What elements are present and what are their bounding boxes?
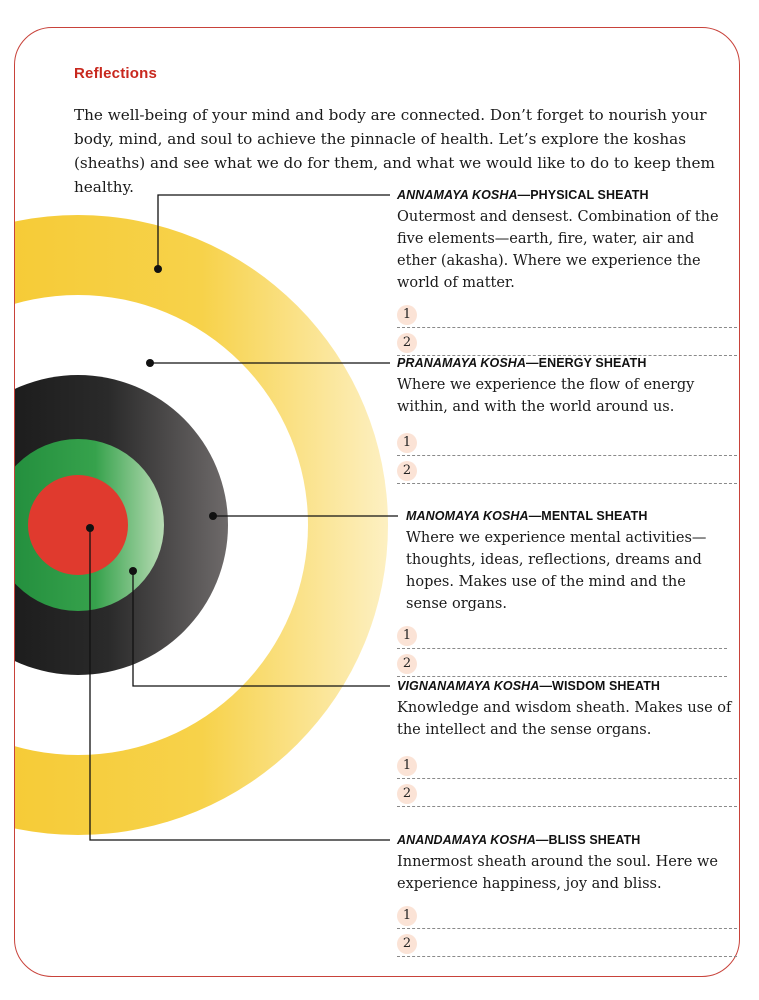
dashed-rule: [397, 483, 737, 484]
dot-vignanamaya: [129, 567, 137, 575]
kosha-sheath: —WISDOM SHEATH: [539, 679, 661, 693]
reflection-line-1[interactable]: [397, 621, 727, 649]
line-number-badge: 1: [397, 626, 417, 646]
intro-paragraph: The well-being of your mind and body are connected. Don’t forget to nourish your body, mind, and soul to achieve the pinnacle of health. Let’s explore the koshas (sheaths) and see what we do for them, and what we would like to do to keep them healthy.: [74, 106, 715, 196]
line-number-badge: 2: [397, 654, 417, 674]
reflection-line-1[interactable]: [397, 751, 737, 779]
kosha-title: [397, 187, 737, 203]
dot-annamaya: [154, 265, 162, 273]
reflection-line-2[interactable]: [397, 779, 737, 807]
kosha-title: [406, 508, 727, 524]
dashed-rule: [397, 676, 727, 677]
kosha-title: [397, 355, 737, 371]
reflection-line-2[interactable]: [397, 929, 737, 957]
kosha-description: Knowledge and wisdom sheath. Makes use of the intellect and the sense organs.: [397, 700, 732, 738]
kosha-sheath: —ENERGY SHEATH: [526, 356, 647, 370]
kosha-section-manomaya: [402, 508, 727, 677]
dashed-rule: [397, 806, 737, 807]
kosha-title: [397, 832, 737, 848]
kosha-sheath: —BLISS SHEATH: [535, 833, 641, 847]
anandamaya-core: [28, 475, 128, 575]
kosha-sheath: —PHYSICAL SHEATH: [517, 188, 649, 202]
dashed-rule: [397, 956, 737, 957]
line-number-badge: 1: [397, 305, 417, 325]
kosha-section-annamaya: [397, 187, 737, 356]
line-number-badge: 1: [397, 756, 417, 776]
reflection-line-2[interactable]: [397, 649, 727, 677]
reflection-line-1[interactable]: [397, 428, 737, 456]
kosha-section-vignanamaya: [397, 678, 737, 807]
kosha-section-pranamaya: [397, 355, 737, 484]
reflection-line-1[interactable]: [397, 300, 737, 328]
line-number-badge: 1: [397, 433, 417, 453]
kosha-description: Where we experience the flow of energy within, and with the world around us.: [397, 377, 695, 415]
kosha-description: Innermost sheath around the soul. Here we experience happiness, joy and bliss.: [397, 854, 718, 892]
reflection-line-2[interactable]: [397, 328, 737, 356]
dot-anandamaya: [86, 524, 94, 532]
line-number-badge: 1: [397, 906, 417, 926]
kosha-description: Where we experience mental activities—thoughts, ideas, reflections, dreams and hopes. Makes use of the mind and the sense organs.: [406, 530, 707, 612]
line-number-badge: 2: [397, 461, 417, 481]
reflection-line-2[interactable]: [397, 456, 737, 484]
line-number-badge: 2: [397, 333, 417, 353]
kosha-name: VIGNANAMAYA KOSHA: [397, 679, 540, 693]
line-number-badge: 2: [397, 784, 417, 804]
kosha-title: [397, 678, 737, 694]
line-number-badge: 2: [397, 934, 417, 954]
reflection-line-1[interactable]: [397, 901, 737, 929]
dot-pranamaya: [146, 359, 154, 367]
kosha-name: ANNAMAYA KOSHA: [397, 188, 518, 202]
kosha-name: ANANDAMAYA KOSHA: [397, 833, 536, 847]
kosha-name: MANOMAYA KOSHA: [406, 509, 529, 523]
kosha-sheath: —MENTAL SHEATH: [528, 509, 648, 523]
page-title: Reflections: [74, 65, 158, 82]
kosha-description: Outermost and densest. Combination of the five elements—earth, fire, water, air and ether (akasha). Where we experience the world of matter.: [397, 209, 719, 291]
kosha-name: PRANAMAYA KOSHA: [397, 356, 527, 370]
kosha-section-anandamaya: [397, 832, 737, 957]
dot-manomaya: [209, 512, 217, 520]
